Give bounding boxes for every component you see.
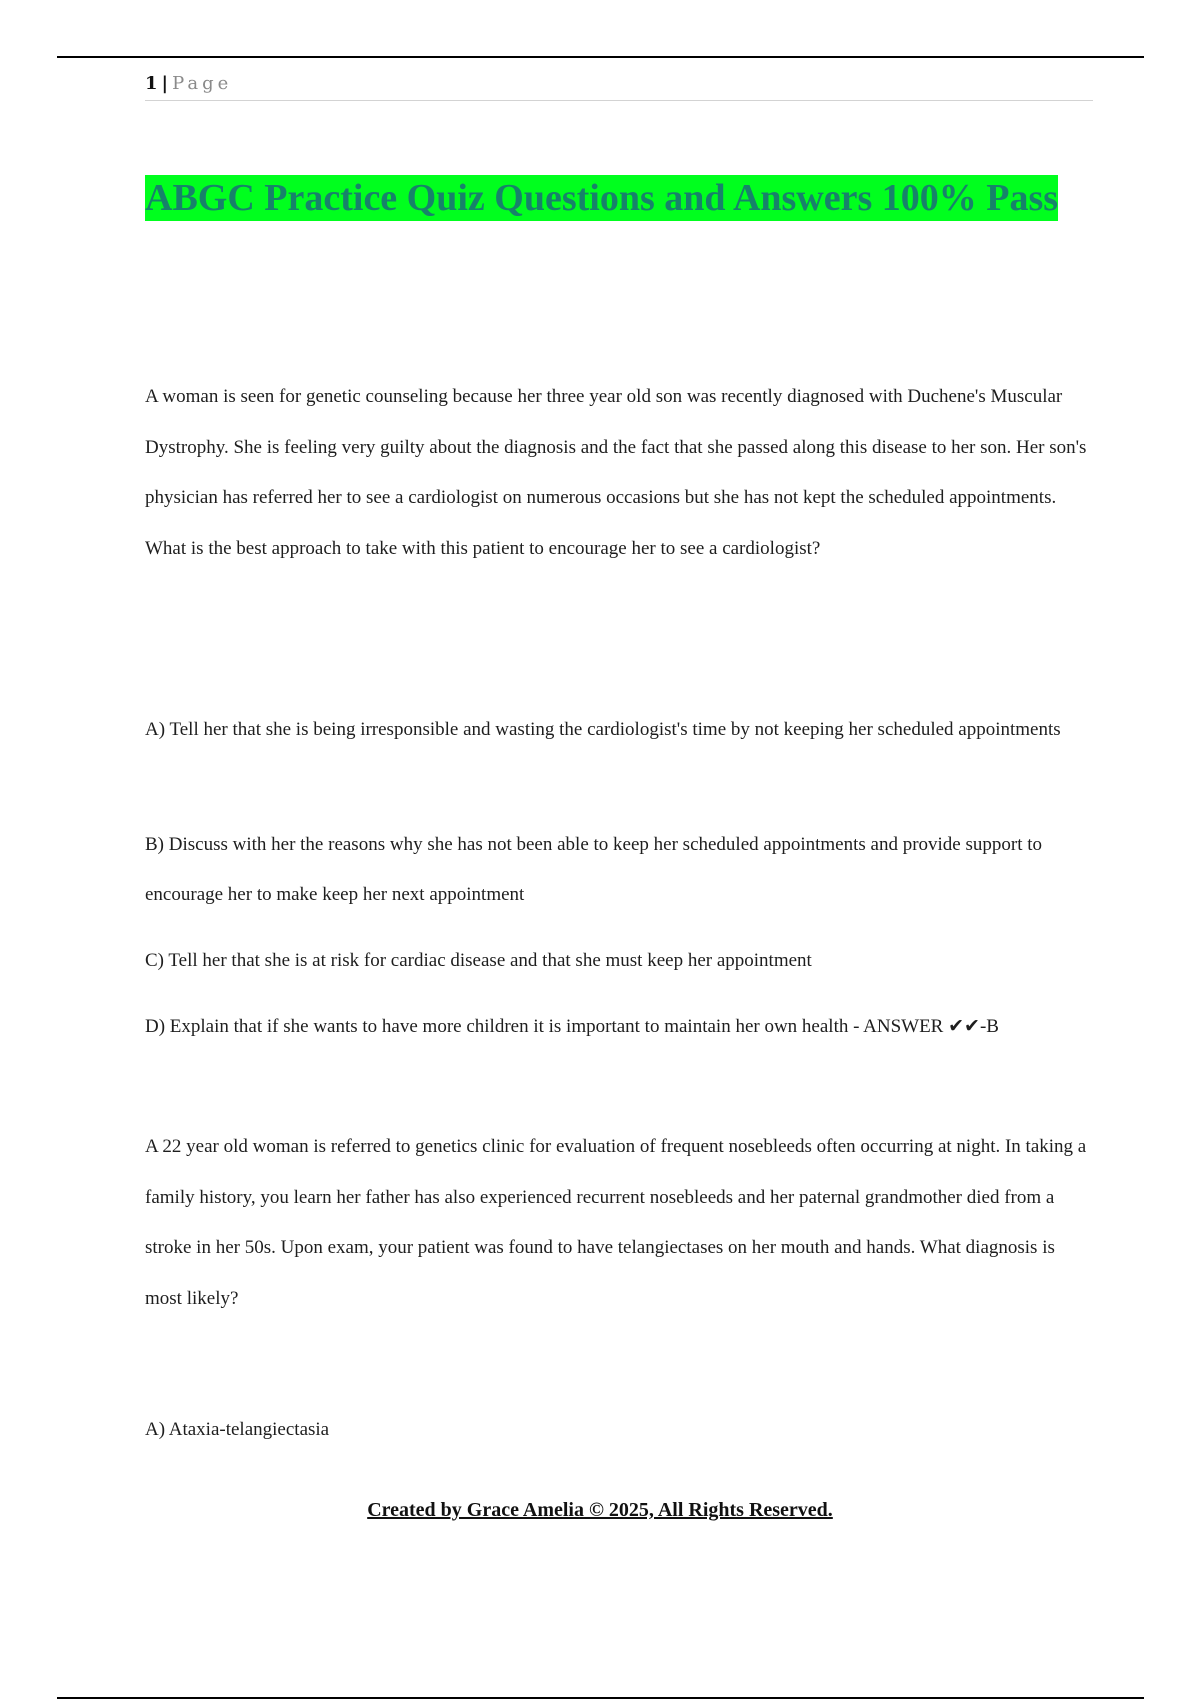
question-2-option-a: A) Ataxia-telangiectasia [145, 1419, 330, 1440]
page-separator: | [161, 73, 169, 94]
document-title-text: ABGC Practice Quiz Questions and Answers 100% Pass [145, 177, 1059, 219]
question-1-text: A woman is seen for genetic counseling because her three year old son was recently diagnosed with Duchene's Muscular Dystrophy. She is feeling very guilty about the diagnosis and the fact that she passed along this disease to her son. Her son's physician has referred her to see a cardiologist on numerous occasions but she has not kept the scheduled appointments. What is the best approach to take with this patient to encourage her to see a cardiologist? [145, 386, 1087, 559]
top-rule [57, 56, 1144, 58]
footer-copyright: Created by Grace Amelia © 2025, All Rights Reserved. [367, 1499, 833, 1521]
footer [0, 1499, 1200, 1522]
bottom-rule [57, 1697, 1144, 1699]
question-1-option-a: A) Tell her that she is being irresponsible and wasting the cardiologist's time by not keeping her scheduled appointments [145, 719, 1061, 740]
page-header [145, 72, 1093, 101]
document-title [145, 162, 1085, 234]
question-1-option-b: B) Discuss with her the reasons why she has not been able to keep her scheduled appointments and provide support to encourage her to make keep her next appointment [145, 834, 1043, 905]
page-label: Page [172, 73, 233, 94]
question-1-option-d: D) Explain that if she wants to have more children it is important to maintain her own health - ANSWER ✔✔-B [145, 1016, 999, 1037]
question-2-text: A 22 year old woman is referred to genetics clinic for evaluation of frequent nosebleeds often occurring at night. In taking a family history, you learn her father has also experienced recurrent nosebleeds and her paternal grandmother died from a stroke in her 50s. Upon exam, your patient was found to have telangiectases on her mouth and hands. What diagnosis is most likely? [145, 1136, 1087, 1309]
question-1-option-c: C) Tell her that she is at risk for cardiac disease and that she must keep her appointment [145, 950, 812, 971]
page-number: 1 [145, 73, 158, 94]
